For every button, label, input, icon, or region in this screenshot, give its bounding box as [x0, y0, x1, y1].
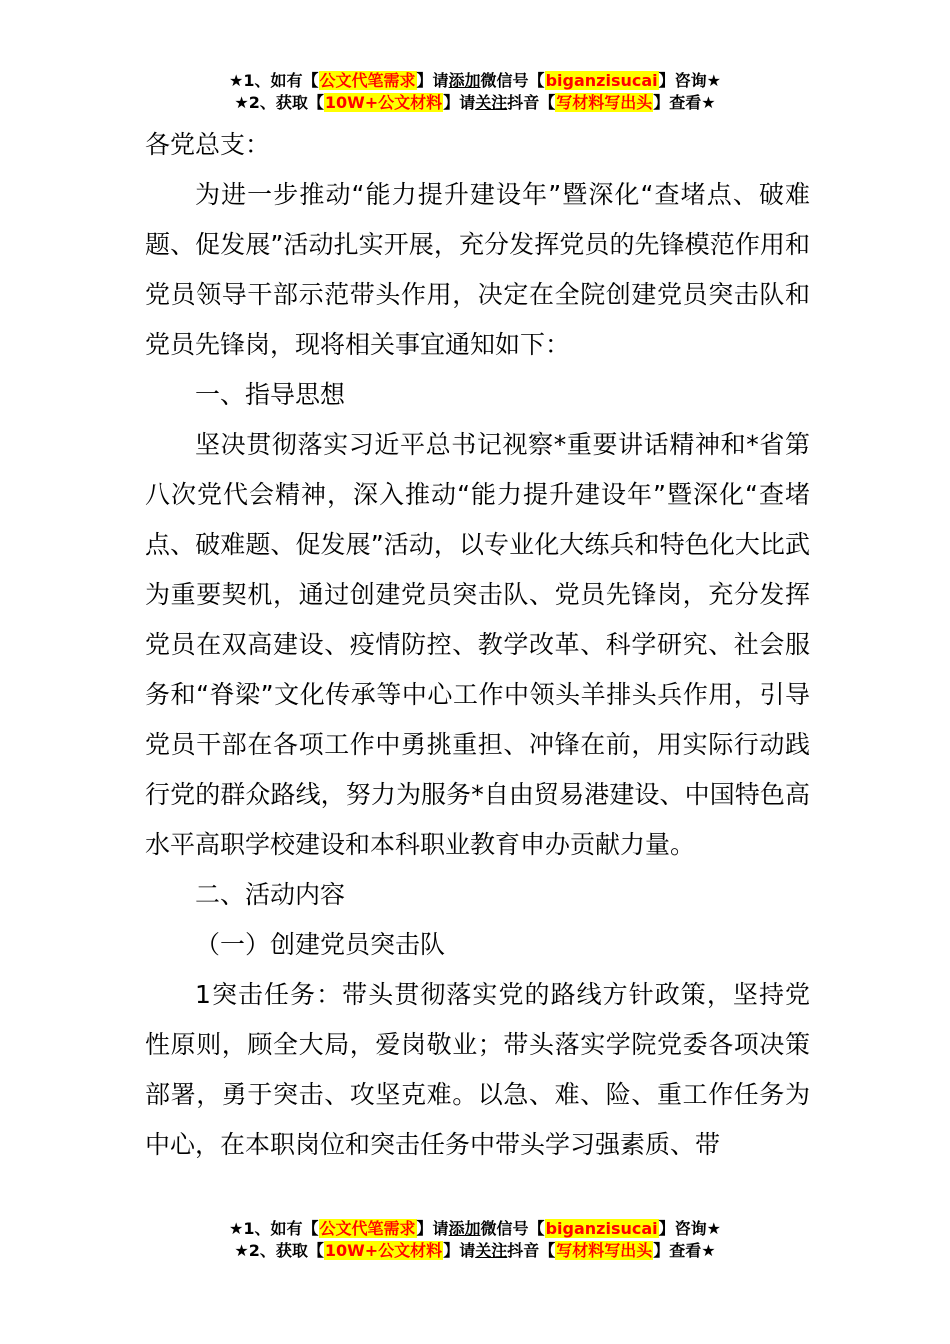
bottom-banner-highlight-wechat-id: biganzisucai [545, 1219, 658, 1238]
item-1-paragraph: 1突击任务：带头贯彻落实党的路线方针政策，坚持党性原则，顾全大局，爱岗敬业；带头落实学院党委各项决策部署，勇于突击、攻坚克难。以急、难、险、重工作任务为中心，在本职岗位和突击任务中带头学习强素质、带 [145, 980, 810, 1159]
intro-paragraph: 为进一步推动“能力提升建设年”暨深化“查堵点、破难题、促发展”活动扎实开展，充分发挥党员的先锋模范作用和党员领导干部示范带头作用，决定在全院创建党员突击队和党员先锋岗，现将相关事宜通知如下： [145, 180, 810, 359]
top-banner-line-1: ★1、如有【公文代笔需求】请添加微信号【biganzisucai】咨询★ [229, 71, 721, 90]
bottom-banner-line-2: ★2、获取【10W+公文材料】请关注抖音【写材料写出头】查看★ [234, 1241, 716, 1260]
bottom-banner-highlight-materials: 10W+公文材料 [324, 1241, 443, 1260]
section-1-paragraph: 坚决贯彻落实习近平总书记视察*重要讲话精神和*省第八次党代会精神，深入推动“能力提升建设年”暨深化“查堵点、破难题、促发展”活动，以专业化大练兵和特色化大比武为重要契机，通过创建党员突击队、党员先锋岗，充分发挥党员在双高建设、疫情防控、教学改革、科学研究、社会服务和“脊梁”文化传承等中心工作中领头羊排头兵作用，引导党员干部在各项工作中勇挑重担、冲锋在前，用实际行动践行党的群众路线，努力为服务*自由贸易港建设、中国特色高水平高职学校建设和本科职业教育申办贡献力量。 [145, 430, 810, 859]
bottom-banner [0, 1218, 950, 1262]
bottom-banner-highlight-douyin: 写材料写出头 [556, 1241, 653, 1260]
section-1-heading: 一、指导思想 [195, 380, 346, 409]
top-banner-highlight-materials: 10W+公文材料 [324, 93, 443, 112]
top-banner-line-2: ★2、获取【10W+公文材料】请关注抖音【写材料写出头】查看★ [234, 93, 716, 112]
subsection-1-heading: （一）创建党员突击队 [195, 930, 446, 959]
top-banner-highlight-wechat-id: biganzisucai [545, 71, 658, 90]
top-banner-highlight-douyin: 写材料写出头 [556, 93, 653, 112]
section-2-heading: 二、活动内容 [195, 880, 346, 909]
top-banner [0, 70, 950, 114]
salutation: 各党总支： [145, 130, 271, 159]
document-body [145, 120, 810, 1170]
bottom-banner-line-1: ★1、如有【公文代笔需求】请添加微信号【biganzisucai】咨询★ [229, 1219, 721, 1238]
bottom-banner-highlight-service: 公文代笔需求 [319, 1219, 416, 1238]
top-banner-highlight-service: 公文代笔需求 [319, 71, 416, 90]
